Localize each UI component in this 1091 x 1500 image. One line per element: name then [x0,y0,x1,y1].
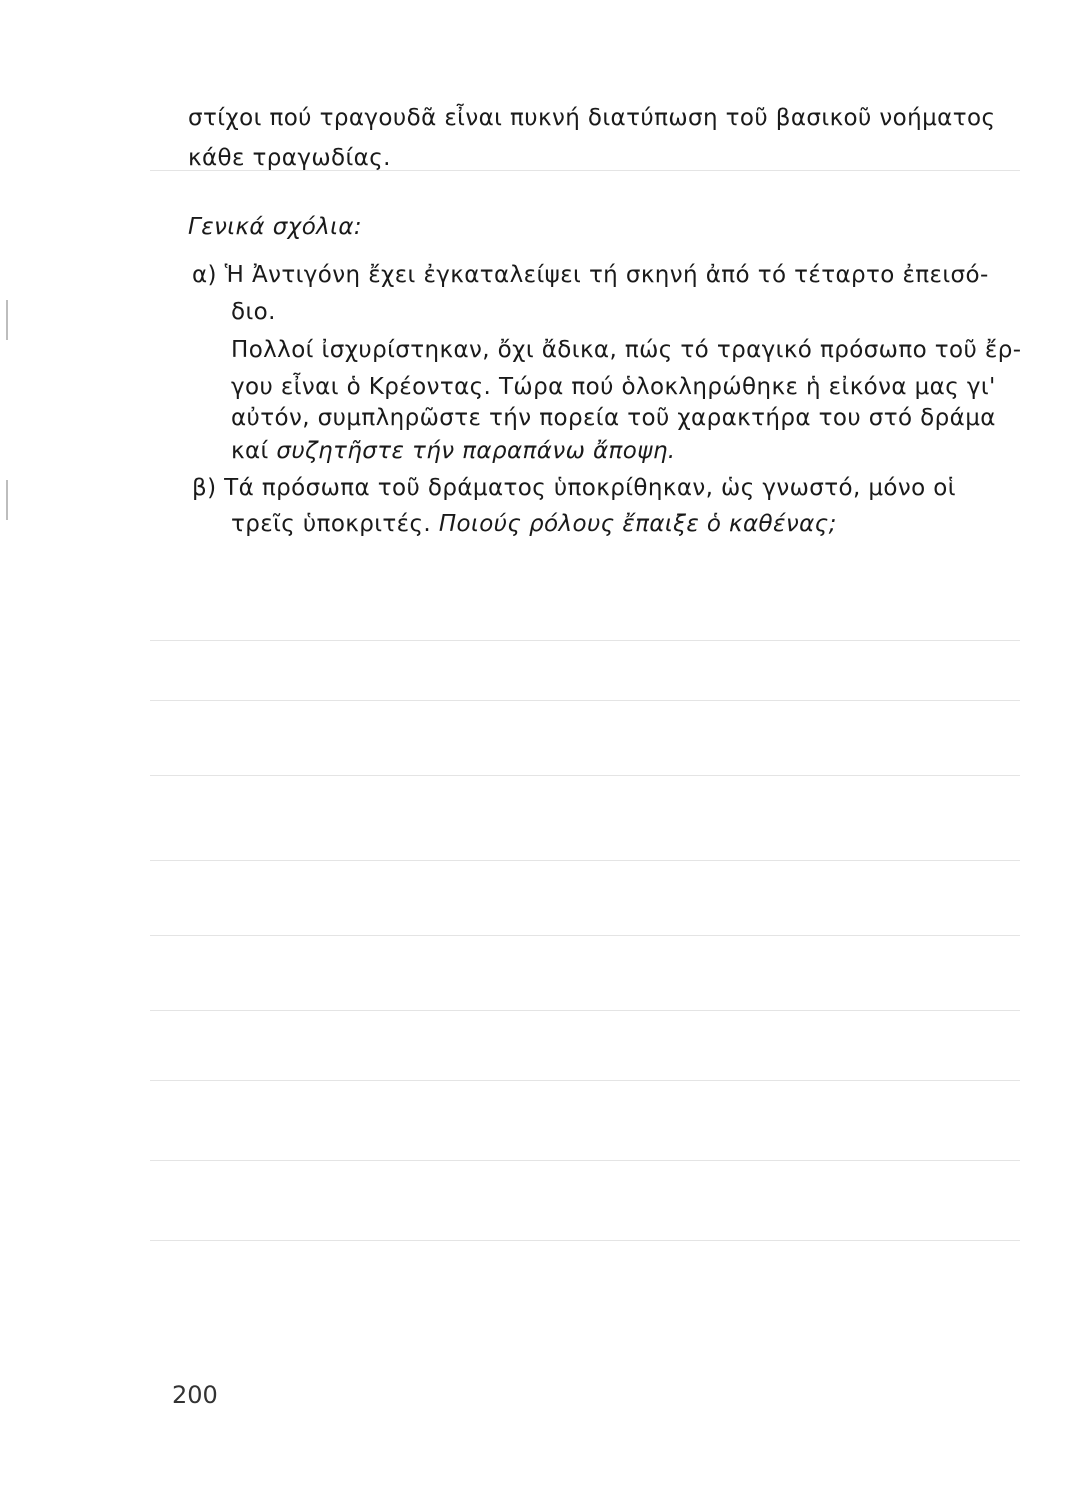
text-line [231,509,837,539]
text-plain: καί [231,438,269,464]
text-line: α) Ἡ Ἀντιγόνη ἔχει ἐγκαταλείψει τή σκηνή ἀπό τό τέταρτο ἐπεισό- [192,262,989,288]
text-line: κάθε τραγωδίας. [188,145,391,171]
text-line: γου εἶναι ὁ Κρέοντας. Τώρα πού ὁλοκληρώθηκε ἡ εἰκόνα μας γι' [231,374,996,400]
text-line: στίχοι πού τραγουδᾶ εἶναι πυκνή διατύπωση τοῦ βασικοῦ νοήματος [188,105,996,131]
section-heading: Γενικά σχόλια: [188,214,363,240]
text-line: β) Τά πρόσωπα τοῦ δράματος ὑποκρίθηκαν, ὡς γνωστό, μόνο οἱ [192,475,956,501]
text-italic: Ποιούς ρόλους ἔπαιξε ὁ καθένας; [438,511,837,537]
page-number: 200 [172,1381,218,1409]
text-plain: τρεῖς ὑποκριτές. [231,511,432,537]
text-line [231,436,676,466]
text-line: Πολλοί ἰσχυρίστηκαν, ὄχι ἄδικα, πώς τό τραγικό πρόσωπο τοῦ ἔρ- [231,337,1022,363]
text-line: αὐτόν, συμπληρῶστε τήν πορεία τοῦ χαρακτήρα του στό δράμα [231,405,996,431]
text-line: διο. [231,299,276,325]
text-italic: συζητῆστε τήν παραπάνω ἄποψη. [276,438,676,464]
